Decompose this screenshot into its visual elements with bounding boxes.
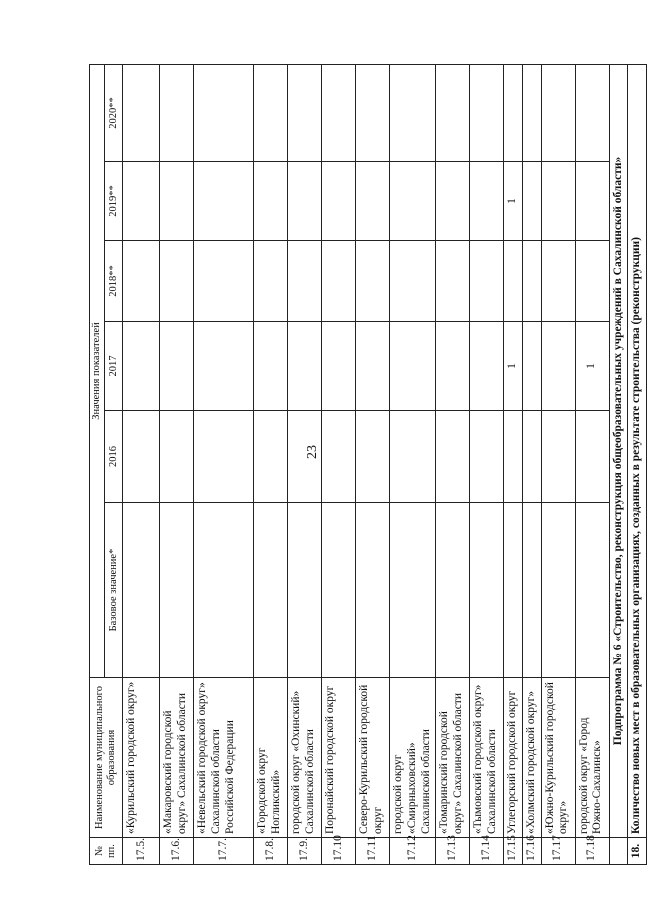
value-2018-cell (160, 241, 194, 322)
value-2016-cell (288, 411, 322, 503)
value-2018-cell (470, 241, 504, 322)
header-year-2020: 2020** (105, 64, 123, 161)
base-value-cell (390, 503, 436, 678)
value-2019-cell (194, 162, 254, 241)
municipality-name: «Городской округ Ногликский» (254, 678, 288, 838)
table-row (254, 64, 288, 864)
row-number: 17.7. (194, 838, 254, 865)
base-value-cell (194, 503, 254, 678)
value-2020-cell (575, 64, 609, 161)
municipality-name: городской округ «Смирныховский» Сахалинской области (390, 678, 436, 838)
header-year-2017: 2017 (105, 322, 123, 411)
base-value-cell (470, 503, 504, 678)
row-number: 18. (628, 838, 647, 865)
base-value-cell (522, 503, 541, 678)
table-wrapper (89, 65, 643, 865)
value-2019-cell (522, 162, 541, 241)
base-value-cell (504, 503, 523, 678)
value-2019-cell (123, 162, 160, 241)
value-2017-cell (541, 322, 575, 411)
municipality-name: Поронайский городской округ (322, 678, 356, 838)
value-2016-cell (322, 411, 356, 503)
row-number: 17.8. (254, 838, 288, 865)
value-2020-cell (504, 64, 523, 161)
base-value-cell (436, 503, 470, 678)
value-2018-cell (123, 241, 160, 322)
page-number: 23 (305, 445, 320, 459)
value-2020-cell (522, 64, 541, 161)
base-value-cell (160, 503, 194, 678)
value-2020-cell (194, 64, 254, 161)
value-2018-cell (356, 241, 390, 322)
indicators-table (89, 64, 647, 865)
value-2019-cell (356, 162, 390, 241)
value-2020-cell (123, 64, 160, 161)
row-number: 17.14 (470, 838, 504, 865)
value-2020-cell (436, 64, 470, 161)
table-row (541, 64, 575, 864)
value-2020-cell (390, 64, 436, 161)
header-year-2018: 2018** (105, 241, 123, 322)
value-2017-cell (356, 322, 390, 411)
table-row (436, 64, 470, 864)
table-row (194, 64, 254, 864)
row-number: 17.5. (123, 838, 160, 865)
header-base-value: Базовое значение* (105, 503, 123, 678)
row-number: 17.16 (522, 838, 541, 865)
table-row (322, 64, 356, 864)
municipality-name: городской округ «Охинский» Сахалинской области (288, 678, 322, 838)
value-2017-cell (123, 322, 160, 411)
value-2017-cell (436, 322, 470, 411)
value-2018-cell (390, 241, 436, 322)
value-2019-cell (436, 162, 470, 241)
value-2020-cell (254, 64, 288, 161)
value-2016-cell (436, 411, 470, 503)
value-2020-cell (356, 64, 390, 161)
value-2019-cell (575, 162, 609, 241)
subprogram-num-cell (609, 838, 628, 865)
municipality-name: «Макаровский городской округ» Сахалинской области (160, 678, 194, 838)
municipality-name: «Холмский городской округ» (522, 678, 541, 838)
municipality-name: «Тымовский городской округ» Сахалинской области (470, 678, 504, 838)
value-2017-cell (194, 322, 254, 411)
base-value-cell (123, 503, 160, 678)
value-2017-cell: 1 (575, 322, 609, 411)
table-row (470, 64, 504, 864)
value-2019-cell (470, 162, 504, 241)
header-values-group: Значения показателей (90, 64, 105, 677)
value-2020-cell (322, 64, 356, 161)
value-2017-cell (470, 322, 504, 411)
value-2019-cell (541, 162, 575, 241)
row-number: 17.13 (436, 838, 470, 865)
value-2018-cell (254, 241, 288, 322)
value-2017-cell (322, 322, 356, 411)
value-2016-cell (504, 411, 523, 503)
table-row (160, 64, 194, 864)
value-2019-cell (254, 162, 288, 241)
municipality-name: городской округ «Город Южно-Сахалинск» (575, 678, 609, 838)
value-2019-cell: 1 (504, 162, 523, 241)
value-2016-cell (470, 411, 504, 503)
value-2017-cell (254, 322, 288, 411)
row-number: 17.6. (160, 838, 194, 865)
value-2020-cell (160, 64, 194, 161)
value-2018-cell (322, 241, 356, 322)
value-2019-cell (322, 162, 356, 241)
value-2016-cell (575, 411, 609, 503)
base-value-cell (322, 503, 356, 678)
value-2016-cell (160, 411, 194, 503)
value-2017-cell (160, 322, 194, 411)
municipality-name: «Южно-Курильский городской округ» (541, 678, 575, 838)
value-2018-cell (541, 241, 575, 322)
value-2016-cell (123, 411, 160, 503)
value-2016-cell (254, 411, 288, 503)
base-value-cell (356, 503, 390, 678)
table-row (522, 64, 541, 864)
value-2017-cell (522, 322, 541, 411)
row-number: 17.11 (356, 838, 390, 865)
value-2016-cell (522, 411, 541, 503)
value-2018-cell (288, 241, 322, 322)
value-2016-cell (194, 411, 254, 503)
value-2018-cell (194, 241, 254, 322)
base-value-cell (288, 503, 322, 678)
municipality-name: Углегорский городской округ (504, 678, 523, 838)
row-number: 17.9. (288, 838, 322, 865)
municipality-name: «Томаринский городской округ» Сахалинской области (436, 678, 470, 838)
table-row (288, 64, 322, 864)
value-2016-cell (541, 411, 575, 503)
indicator-row-18 (628, 64, 647, 864)
header-year-2019: 2019** (105, 162, 123, 241)
value-2020-cell (288, 64, 322, 161)
value-2018-cell (522, 241, 541, 322)
value-2018-cell (504, 241, 523, 322)
base-value-cell (541, 503, 575, 678)
value-2019-cell (160, 162, 194, 241)
value-2017-cell (390, 322, 436, 411)
table-body (123, 64, 646, 864)
value-2020-cell (541, 64, 575, 161)
value-2017-cell: 1 (504, 322, 523, 411)
header-name: Наименование муниципального образования (90, 678, 123, 838)
value-2019-cell (390, 162, 436, 241)
header-year-2016: 2016 (105, 411, 123, 503)
subprogram-row (609, 64, 628, 864)
value-2016-cell (356, 411, 390, 503)
base-value-cell (254, 503, 288, 678)
value-2016-cell (390, 411, 436, 503)
row-number: 17.17 (541, 838, 575, 865)
municipality-name: «Курильский городской округ» (123, 678, 160, 838)
table-row (356, 64, 390, 864)
value-2019-cell (288, 162, 322, 241)
row-number: 17.10 (322, 838, 356, 865)
value-2018-cell (575, 241, 609, 322)
subprogram-title: Подпрограмма № 6 «Строительство, реконструкция общеобразовательных учреждений в Сахалинской области» (609, 64, 628, 837)
table-row (390, 64, 436, 864)
table-row (575, 64, 609, 864)
municipality-name: Северо-Курильский городской округ (356, 678, 390, 838)
row-number: 17.15 (504, 838, 523, 865)
base-value-cell (575, 503, 609, 678)
value-2018-cell (436, 241, 470, 322)
table-row (504, 64, 523, 864)
table-row (123, 64, 160, 864)
row-number: 17.12 (390, 838, 436, 865)
value-2020-cell (470, 64, 504, 161)
indicator-title: Количество новых мест в образовательных организациях, созданных в результате строительства (реконструкции) (628, 64, 647, 837)
municipality-name: «Невельский городской округ» Сахалинской области Российской Федерации (194, 678, 254, 838)
row-number: 17.18 (575, 838, 609, 865)
header-num: № пп. (90, 838, 123, 865)
value-2017-cell (288, 322, 322, 411)
